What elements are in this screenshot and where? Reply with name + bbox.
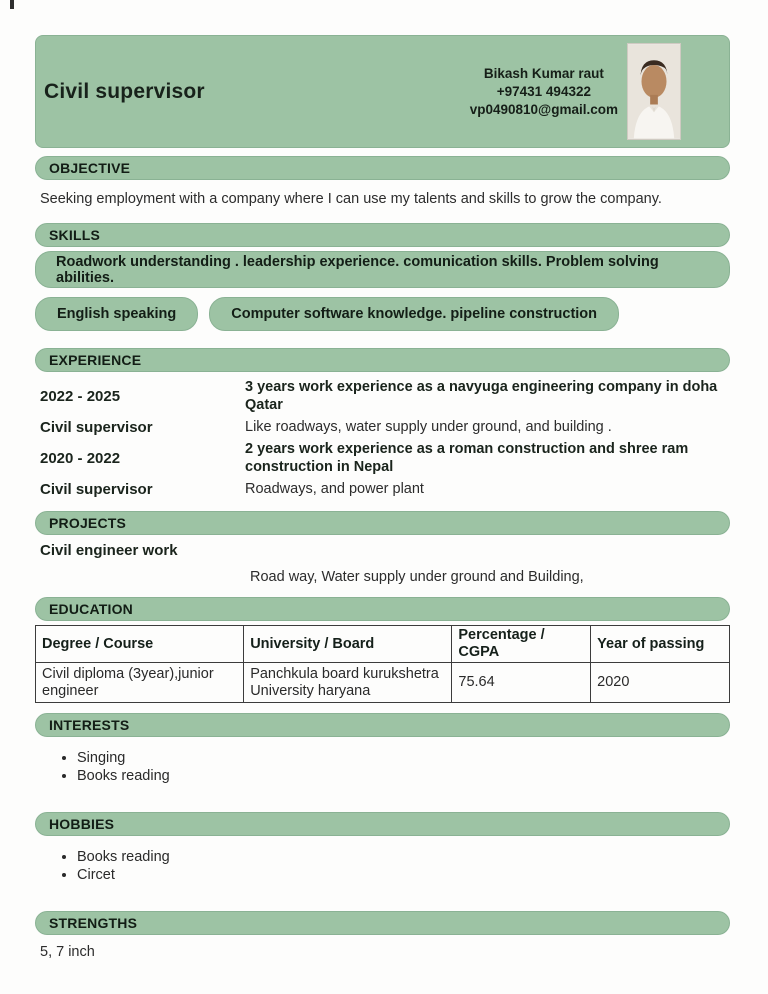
contact-name: Bikash Kumar raut: [483, 65, 604, 81]
list-item: • Books reading: [77, 848, 730, 866]
experience-row: [35, 418, 730, 436]
project-title: Civil engineer work: [40, 542, 178, 559]
experience-row: [35, 378, 730, 414]
strengths-text: 5, 7 inch: [40, 944, 95, 960]
section-heading-interests: [35, 713, 730, 737]
section-heading-objective: [35, 156, 730, 180]
education-table: [35, 625, 730, 703]
contact-email: vp0490810@gmail.com: [469, 101, 618, 117]
experience-description: Like roadways, water supply under ground, and building .: [245, 419, 612, 435]
experience-description: 3 years work experience as a navyuga engineering company in doha Qatar: [245, 379, 718, 413]
section-heading-label: HOBBIES: [49, 816, 115, 832]
skill-pill-row: [35, 297, 730, 331]
skill-pill-label: English speaking: [57, 306, 177, 322]
experience-row: [35, 440, 730, 476]
resume-document: [35, 35, 730, 960]
section-heading-label: EDUCATION: [49, 601, 133, 617]
hobbies-list: [35, 848, 730, 884]
skill-pill: [209, 297, 619, 331]
skill-pill-label: Computer software knowledge. pipeline construction: [231, 306, 598, 322]
section-heading-label: SKILLS: [49, 227, 100, 243]
experience-row: [35, 480, 730, 498]
education-col-year: Year of passing: [591, 626, 730, 663]
section-heading-label: INTERESTS: [49, 717, 130, 733]
education-university: Panchkula board kurukshetra University haryana: [244, 663, 452, 703]
experience-period: 2020 - 2022: [40, 449, 121, 467]
contact-block: [470, 65, 618, 119]
scan-corner-mark: [10, 0, 14, 9]
experience-period: 2022 - 2025: [40, 387, 121, 405]
education-col-university: University / Board: [244, 626, 452, 663]
list-item: • Books reading: [77, 767, 730, 785]
section-heading-label: PROJECTS: [49, 515, 127, 531]
profile-photo-illustration: [628, 44, 680, 139]
section-heading-skills: [35, 223, 730, 247]
section-heading-label: STRENGTHS: [49, 915, 138, 931]
project-detail: Road way, Water supply under ground and Building,: [250, 569, 584, 585]
skill-pill-label: Roadwork understanding . leadership experience. comunication skills. Problem solving abilities.: [56, 253, 659, 286]
education-table-header-row: [36, 626, 730, 663]
section-heading-label: EXPERIENCE: [49, 352, 142, 368]
page-title: Civil supervisor: [44, 79, 205, 103]
objective-text: Seeking employment with a company where I can use my talents and skills to grow the company.: [40, 191, 662, 207]
skill-pill: [35, 251, 730, 288]
experience-description: 2 years work experience as a roman construction and shree ram construction in Nepal: [245, 441, 689, 475]
skill-pill: [35, 297, 198, 331]
experience-role: Civil supervisor: [40, 480, 153, 498]
section-heading-projects: [35, 511, 730, 535]
section-heading-experience: [35, 348, 730, 372]
education-col-percentage: Percentage / CGPA: [452, 626, 591, 663]
experience-role: Civil supervisor: [40, 418, 153, 436]
interests-list: [35, 749, 730, 785]
education-percentage: 75.64: [452, 663, 591, 703]
header-card: [35, 35, 730, 148]
list-item: • Singing: [77, 749, 730, 767]
table-row: [36, 663, 730, 703]
experience-list: [35, 378, 730, 498]
contact-phone: +97431 494322: [496, 83, 591, 99]
education-col-degree: Degree / Course: [36, 626, 244, 663]
section-heading-education: [35, 597, 730, 621]
list-item: • Circet: [77, 866, 730, 884]
education-degree: Civil diploma (3year),junior engineer: [36, 663, 244, 703]
section-heading-label: OBJECTIVE: [49, 160, 131, 176]
profile-photo: [627, 43, 681, 140]
section-heading-hobbies: [35, 812, 730, 836]
section-heading-strengths: [35, 911, 730, 935]
education-year: 2020: [591, 663, 730, 703]
experience-description: Roadways, and power plant: [245, 481, 424, 497]
